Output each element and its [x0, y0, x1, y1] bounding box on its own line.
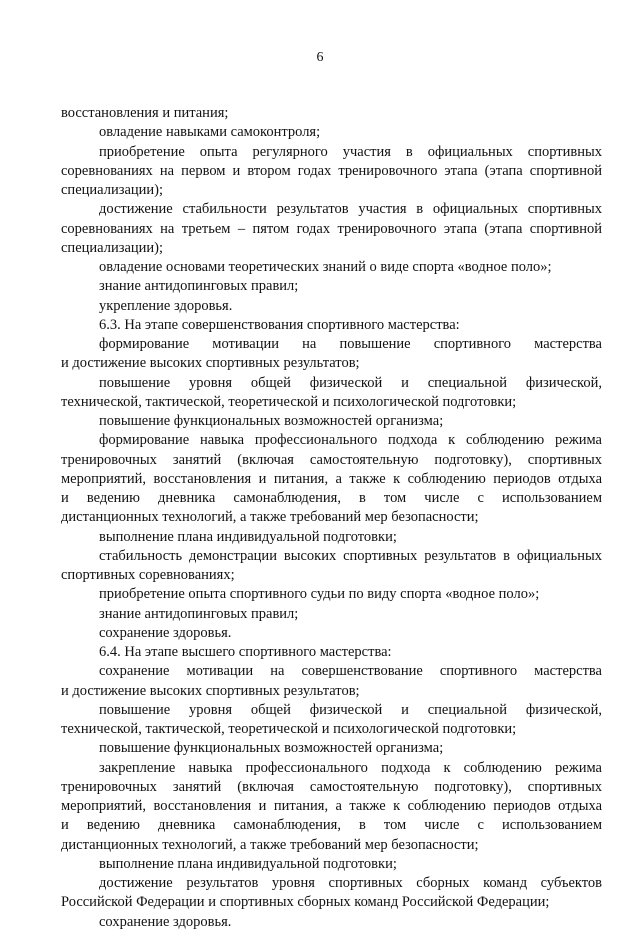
text-line: тренировочных занятий (включая самостоятельную подготовку), спортивных [61, 451, 602, 468]
text-line: закрепление навыка профессионального подхода к соблюдению режима [99, 759, 602, 776]
section-heading: 6.3. На этапе совершенствования спортивного мастерства: [99, 316, 460, 333]
text-line: соревнованиях на третьем – пятом годах тренировочного этапа (этапа спортивной [61, 220, 602, 237]
text-line: восстановления и питания; [61, 105, 229, 121]
text-line: технической, тактической, теоретической и психологической подготовки; [61, 393, 517, 410]
text-line: и ведению дневника самонаблюдения, в том числе с использованием [61, 490, 602, 506]
text-line: сохранение мотивации на совершенствование спортивного мастерства [99, 663, 602, 680]
text-line: и ведению дневника самонаблюдения, в том числе с использованием [61, 817, 602, 834]
text-line: выполнение плана индивидуальной подготовки; [99, 855, 397, 872]
text-line: достижение результатов уровня спортивных сборных команд субъектов [99, 875, 602, 891]
text-line: приобретение опыта спортивного судьи по виду спорта «водное поло»; [99, 586, 540, 603]
text-line: выполнение плана индивидуальной подготовки; [99, 528, 397, 545]
text-line: укрепление здоровья. [99, 297, 233, 314]
text-line: знание антидопинговых правил; [99, 605, 299, 622]
text-line: повышение уровня общей физической и специальной физической, [99, 701, 602, 718]
text-line: и достижение высоких спортивных результатов; [61, 355, 360, 372]
text-line: дистанционных технологий, а также требований мер безопасности; [61, 836, 479, 853]
text-line: формирование навыка профессионального подхода к соблюдению режима [99, 432, 602, 449]
text-line: специализации); [61, 239, 164, 256]
text-line: повышение уровня общей физической и специальной физической, [99, 374, 602, 391]
text-line: приобретение опыта регулярного участия в официальных спортивных [99, 143, 602, 160]
text-line: овладение навыками самоконтроля; [99, 124, 321, 141]
text-line: специализации); [61, 182, 164, 198]
text-line: технической, тактической, теоретической и психологической подготовки; [61, 721, 517, 737]
text-line: мероприятий, восстановления и питания, а также к соблюдению периодов отдыха [61, 470, 602, 487]
text-line: дистанционных технологий, а также требований мер безопасности; [61, 509, 479, 526]
text-line: формирование мотивации на повышение спортивного мастерства [99, 336, 602, 352]
text-line: тренировочных занятий (включая самостоятельную подготовку), спортивных [61, 778, 602, 795]
text-line: знание антидопинговых правил; [99, 278, 299, 295]
text-line: соревнованиях на первом и втором годах тренировочного этапа (этапа спортивной [61, 162, 602, 179]
text-line: повышение функциональных возможностей организма; [99, 413, 444, 429]
text-line: сохранение здоровья. [99, 913, 232, 930]
section-heading: 6.4. На этапе высшего спортивного мастерства: [99, 644, 392, 660]
text-line: мероприятий, восстановления и питания, а также к соблюдению периодов отдыха [61, 798, 602, 814]
text-line: сохранение здоровья. [99, 624, 232, 641]
text-line: Российской Федерации и спортивных сборных команд Российской Федерации; [61, 894, 550, 911]
page-number: 6 [316, 50, 324, 65]
text-line: овладение основами теоретических знаний о виде спорта «водное поло»; [99, 259, 552, 275]
text-line: повышение функциональных возможностей организма; [99, 740, 444, 757]
text-line: достижение стабильности результатов участия в официальных спортивных [99, 201, 602, 218]
text-line: стабильность демонстрации высоких спортивных результатов в официальных [99, 547, 602, 564]
document-body [61, 104, 602, 932]
text-line: и достижение высоких спортивных результатов; [61, 682, 360, 699]
text-line: спортивных соревнованиях; [61, 567, 235, 583]
